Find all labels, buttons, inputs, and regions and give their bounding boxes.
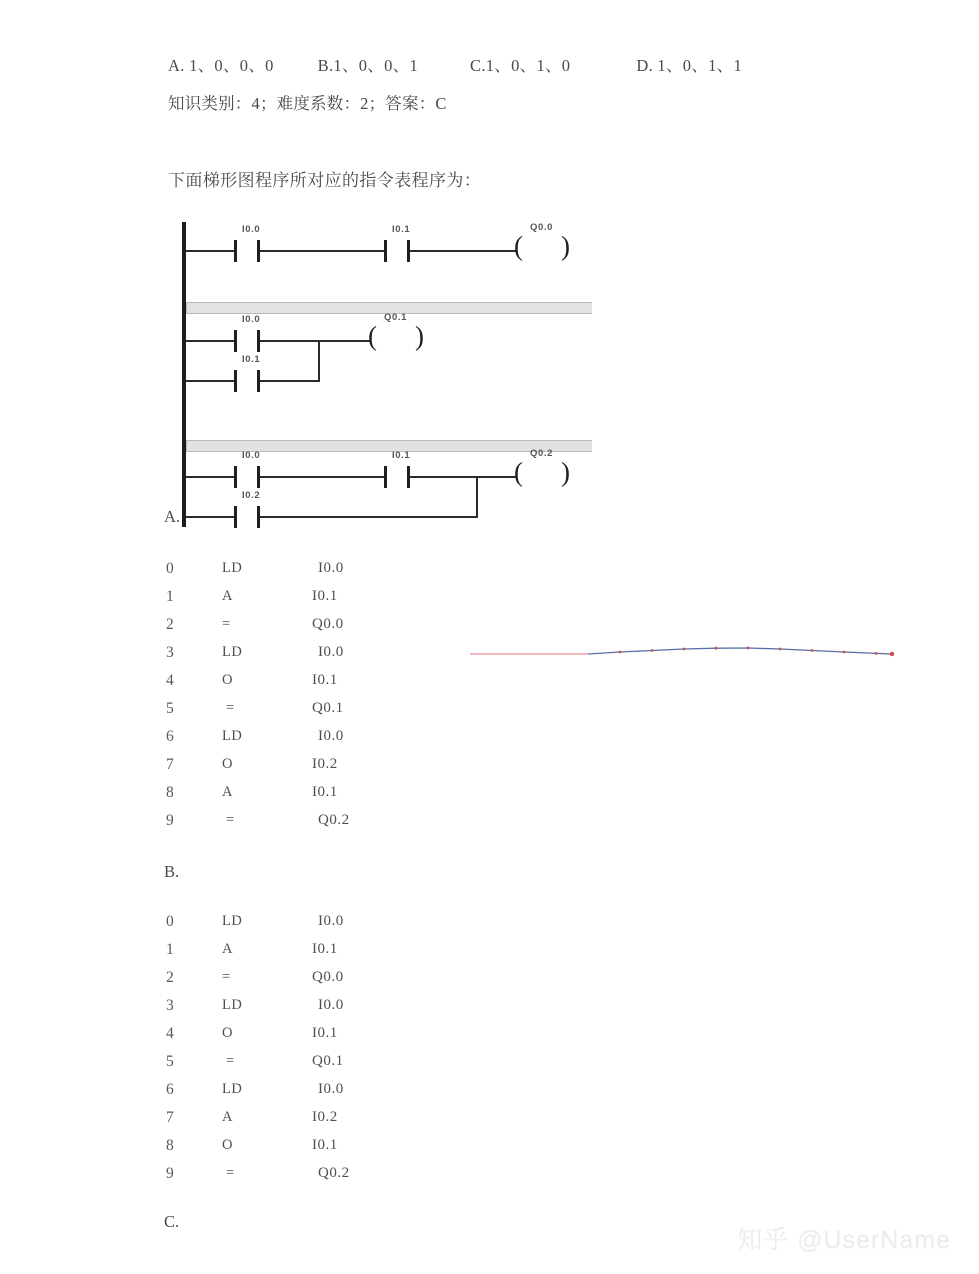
il-operand: I0.1: [312, 1025, 338, 1041]
instruction-row: [166, 1081, 396, 1109]
il-mnemonic: O: [222, 672, 233, 688]
il-operand: I0.0: [318, 644, 344, 660]
coil-paren-left-icon: (: [368, 321, 377, 351]
rung1-wire-b: [260, 250, 384, 252]
rung3-wire-c: [410, 476, 478, 478]
il-step-number: 8: [166, 784, 174, 801]
il-operand: I0.2: [312, 1109, 338, 1125]
il-mnemonic: LD: [222, 560, 243, 576]
il-operand: Q0.2: [318, 812, 350, 828]
rung3-contact-i01: [384, 466, 410, 488]
rung3-contact-i01-label: I0.1: [392, 450, 411, 461]
instruction-row: [166, 1025, 396, 1053]
il-mnemonic: =: [226, 1053, 235, 1069]
instruction-row: [166, 588, 396, 616]
il-mnemonic: A: [222, 1109, 233, 1125]
instruction-row: [166, 700, 396, 728]
instruction-list-1: [166, 560, 396, 840]
il-mnemonic: LD: [222, 997, 243, 1013]
rung1-contact-i01-label: I0.1: [392, 224, 411, 235]
option-letter-c: C.: [164, 1212, 180, 1231]
il-mnemonic: O: [222, 756, 233, 772]
rung3-branch-join: [476, 476, 478, 518]
il-step-number: 9: [166, 812, 174, 829]
il-operand: Q0.1: [312, 1053, 344, 1069]
rung3-contact-i02: [234, 506, 260, 528]
il-operand: Q0.0: [312, 616, 344, 632]
rung1-wire-c: [410, 250, 516, 252]
il-operand: I0.0: [318, 997, 344, 1013]
answer-options-row: [168, 52, 868, 76]
rung2-branch-wire-b: [260, 380, 320, 382]
instruction-row: [166, 616, 396, 644]
instruction-row: [166, 560, 396, 588]
il-operand: I0.0: [318, 913, 344, 929]
instruction-row: [166, 1165, 396, 1193]
il-step-number: 9: [166, 1165, 174, 1182]
rung1-contact-i00: [234, 240, 260, 262]
question-prompt: 下面梯形图程序所对应的指令表程序为：: [168, 171, 482, 190]
rung2-branch-wire-a: [186, 380, 234, 382]
artifact-blue-polyline: [588, 648, 892, 654]
coil-paren-left-icon: (: [514, 457, 523, 487]
instruction-row: [166, 1053, 396, 1081]
rung3-coil-q02-label: Q0.2: [530, 448, 553, 459]
coil-paren-right-icon: ): [561, 457, 570, 487]
il-step-number: 8: [166, 1137, 174, 1154]
il-mnemonic: A: [222, 588, 233, 604]
il-mnemonic: LD: [222, 913, 243, 929]
rung1-wire-a: [186, 250, 234, 252]
rung3-wire-d: [476, 476, 516, 478]
rung1-coil-q00-label: Q0.0: [530, 222, 553, 233]
il-step-number: 5: [166, 1053, 174, 1070]
il-step-number: 2: [166, 616, 174, 633]
il-step-number: 4: [166, 1025, 174, 1042]
il-step-number: 0: [166, 560, 174, 577]
answer-option-c: C.1、0、1、0: [470, 56, 571, 75]
instruction-row: [166, 756, 396, 784]
il-step-number: 7: [166, 756, 174, 773]
il-step-number: 4: [166, 672, 174, 689]
rung2-wire-a: [186, 340, 234, 342]
il-mnemonic: =: [226, 1165, 235, 1181]
rung2-coil-q01: [368, 321, 424, 354]
instruction-row: [166, 812, 396, 840]
rung3-branch-wire-a: [186, 516, 234, 518]
rung3-contact-i02-label: I0.2: [242, 490, 261, 501]
il-step-number: 1: [166, 588, 174, 605]
zhihu-watermark: 知乎 @UserName: [737, 1226, 951, 1254]
il-operand: I0.1: [312, 588, 338, 604]
rung3-coil-q02: [514, 457, 570, 490]
rung2-branch-join: [318, 340, 320, 382]
il-operand: Q0.2: [318, 1165, 350, 1181]
il-operand: I0.1: [312, 1137, 338, 1153]
il-step-number: 5: [166, 700, 174, 717]
rung2-coil-q01-label: Q0.1: [384, 312, 407, 323]
il-operand: Q0.0: [312, 969, 344, 985]
rung2-contact-i01: [234, 370, 260, 392]
il-step-number: 6: [166, 728, 174, 745]
coil-paren-left-icon: (: [514, 231, 523, 261]
answer-option-a: A. 1、0、0、0: [168, 56, 274, 75]
rung3-contact-i00-label: I0.0: [242, 450, 261, 461]
instruction-row: [166, 1109, 396, 1137]
il-step-number: 1: [166, 941, 174, 958]
ladder-diagram: [182, 222, 592, 527]
stray-chart-artifact: [470, 630, 900, 672]
rung1-coil-q00: [514, 231, 570, 264]
rung3-contact-i00: [234, 466, 260, 488]
rung2-wire-c: [318, 340, 370, 342]
instruction-row: [166, 644, 396, 672]
instruction-list-2: [166, 913, 396, 1193]
il-step-number: 3: [166, 997, 174, 1014]
il-mnemonic: =: [222, 616, 231, 632]
il-step-number: 7: [166, 1109, 174, 1126]
instruction-row: [166, 913, 396, 941]
il-step-number: 2: [166, 969, 174, 986]
il-step-number: 3: [166, 644, 174, 661]
artifact-markers: [619, 647, 895, 657]
instruction-row: [166, 728, 396, 756]
question-metadata-line: 知识类别：4；难度系数：2；答案：C: [168, 94, 447, 113]
instruction-row: [166, 672, 396, 700]
rung2-contact-i00-label: I0.0: [242, 314, 261, 325]
il-mnemonic: =: [222, 969, 231, 985]
il-mnemonic: LD: [222, 644, 243, 660]
il-step-number: 0: [166, 913, 174, 930]
rung1-contact-i00-label: I0.0: [242, 224, 261, 235]
il-mnemonic: =: [226, 812, 235, 828]
il-operand: I0.1: [312, 672, 338, 688]
coil-paren-right-icon: ): [415, 321, 424, 351]
option-letter-b: B.: [164, 862, 180, 881]
instruction-row: [166, 784, 396, 812]
rung1-contact-i01: [384, 240, 410, 262]
instruction-row: [166, 997, 396, 1025]
ladder-option-letter: A.: [164, 507, 181, 526]
il-mnemonic: LD: [222, 1081, 243, 1097]
il-mnemonic: =: [226, 700, 235, 716]
il-operand: I0.1: [312, 941, 338, 957]
rung2-contact-i00: [234, 330, 260, 352]
il-mnemonic: O: [222, 1137, 233, 1153]
il-operand: Q0.1: [312, 700, 344, 716]
il-step-number: 6: [166, 1081, 174, 1098]
il-operand: I0.2: [312, 756, 338, 772]
rung2-wire-b: [260, 340, 320, 342]
il-operand: I0.0: [318, 560, 344, 576]
il-operand: I0.1: [312, 784, 338, 800]
il-operand: I0.0: [318, 728, 344, 744]
rung3-branch-wire-b: [260, 516, 478, 518]
il-mnemonic: O: [222, 1025, 233, 1041]
left-power-rail: [182, 222, 186, 527]
rung3-wire-a: [186, 476, 234, 478]
rung3-wire-b: [260, 476, 384, 478]
il-mnemonic: A: [222, 941, 233, 957]
instruction-row: [166, 941, 396, 969]
il-mnemonic: A: [222, 784, 233, 800]
answer-option-d: D. 1、0、1、1: [636, 56, 743, 75]
instruction-row: [166, 969, 396, 997]
instruction-row: [166, 1137, 396, 1165]
rung2-contact-i01-label: I0.1: [242, 354, 261, 365]
answer-option-b: B.1、0、0、1: [317, 56, 419, 75]
coil-paren-right-icon: ): [561, 231, 570, 261]
il-operand: I0.0: [318, 1081, 344, 1097]
il-mnemonic: LD: [222, 728, 243, 744]
